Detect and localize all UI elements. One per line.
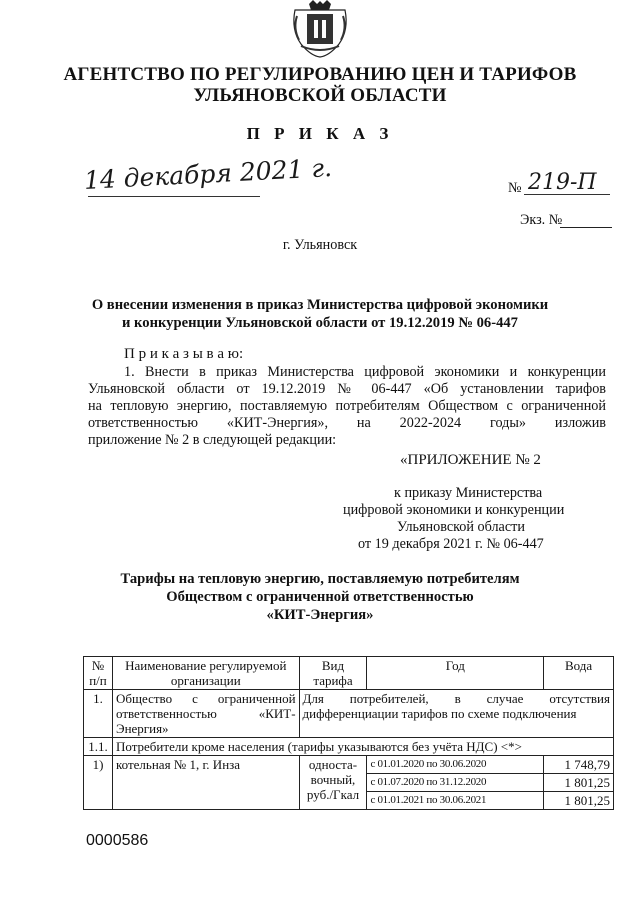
city: г. Ульяновск xyxy=(282,237,358,253)
agency-name-line2: УЛЬЯНОВСКОЙ ОБЛАСТИ xyxy=(193,85,447,106)
subject-line2: и конкуренции Ульяновской области от 19.12.2019 № 06-447 xyxy=(122,315,518,331)
coat-of-arms-emblem xyxy=(287,0,353,58)
copy-number-blank xyxy=(560,227,612,228)
appendix-title: «ПРИЛОЖЕНИЕ № 2 xyxy=(400,452,541,468)
handwritten-date: 14 декабря 2021 г. xyxy=(83,153,333,195)
header-org: Наименование регулируемой организации xyxy=(112,657,299,690)
tariff-value: 1 801,25 xyxy=(544,774,614,792)
appendix-line3: Ульяновской области xyxy=(397,519,525,535)
tariffs-title-line2: Обществом с ограниченной ответственностью xyxy=(166,589,474,605)
appendix-line2: цифровой экономики и конкуренции xyxy=(343,502,565,518)
body-line3: на тепловую энергию, поставляемую потребителям Обществом с ограниченной xyxy=(88,398,606,414)
tariff-value: 1 748,79 xyxy=(544,756,614,774)
appendix-line1: к приказу Министерства xyxy=(394,485,543,501)
appendix-line4: от 19 декабря 2021 г. № 06-447 xyxy=(358,536,544,552)
order-word: П р и к а з ы в а ю: xyxy=(124,346,244,362)
tariff-value: 1 801,25 xyxy=(544,792,614,810)
body-line2: Ульяновской области от 19.12.2019 № 06-447 «Об установлении тарифов xyxy=(88,381,606,397)
number-underline xyxy=(524,194,610,195)
body-line4: ответственностью «КИТ-Энергия», на 2022-2024 годы» изложив xyxy=(88,415,606,431)
table-header-row xyxy=(84,657,614,690)
header-year: Год xyxy=(367,657,544,690)
copy-label: Экз. № xyxy=(520,212,563,228)
body-line5: приложение № 2 в следующей редакции: xyxy=(88,432,337,448)
header-type: Вид тарифа xyxy=(299,657,367,690)
handwritten-number: 219-П xyxy=(528,170,597,195)
header-num: № п/п xyxy=(84,657,113,690)
date-underline xyxy=(88,196,260,197)
table-row: 1. Общество с ограниченной ответственностью «КИТ-Энергия» Для потребителей, в случае отсутствия дифференциации тарифов по схеме подключения xyxy=(84,690,614,738)
number-label: № xyxy=(508,180,522,196)
table-row: 1) котельная № 1, г. Инза односта-вочный, руб./Гкал с 01.01.2020 по 30.06.2020 1 748,79 xyxy=(84,756,614,774)
subject-line1: О внесении изменения в приказ Министерства цифровой экономики xyxy=(91,297,549,313)
document-serial-number: 0000586 xyxy=(86,832,149,849)
period-cell: с 01.01.2020 по 30.06.2020 xyxy=(367,756,544,774)
document-type: П Р И К А З xyxy=(246,124,394,143)
period-cell: с 01.01.2021 по 30.06.2021 xyxy=(367,792,544,810)
table-row: 1.1. Потребители кроме населения (тарифы указываются без учёта НДС) <*> xyxy=(84,738,614,756)
tariffs-title-line1: Тарифы на тепловую энергию, поставляемую потребителям xyxy=(120,571,520,587)
agency-name-line1: АГЕНТСТВО ПО РЕГУЛИРОВАНИЮ ЦЕН И ТАРИФОВ xyxy=(63,64,577,85)
tariffs-title-line3: «КИТ-Энергия» xyxy=(266,607,374,623)
body-line1: 1. Внести в приказ Министерства цифровой экономики и конкуренции xyxy=(124,364,606,380)
header-water: Вода xyxy=(544,657,614,690)
tariffs-table xyxy=(83,656,614,810)
period-cell: с 01.07.2020 по 31.12.2020 xyxy=(367,774,544,792)
